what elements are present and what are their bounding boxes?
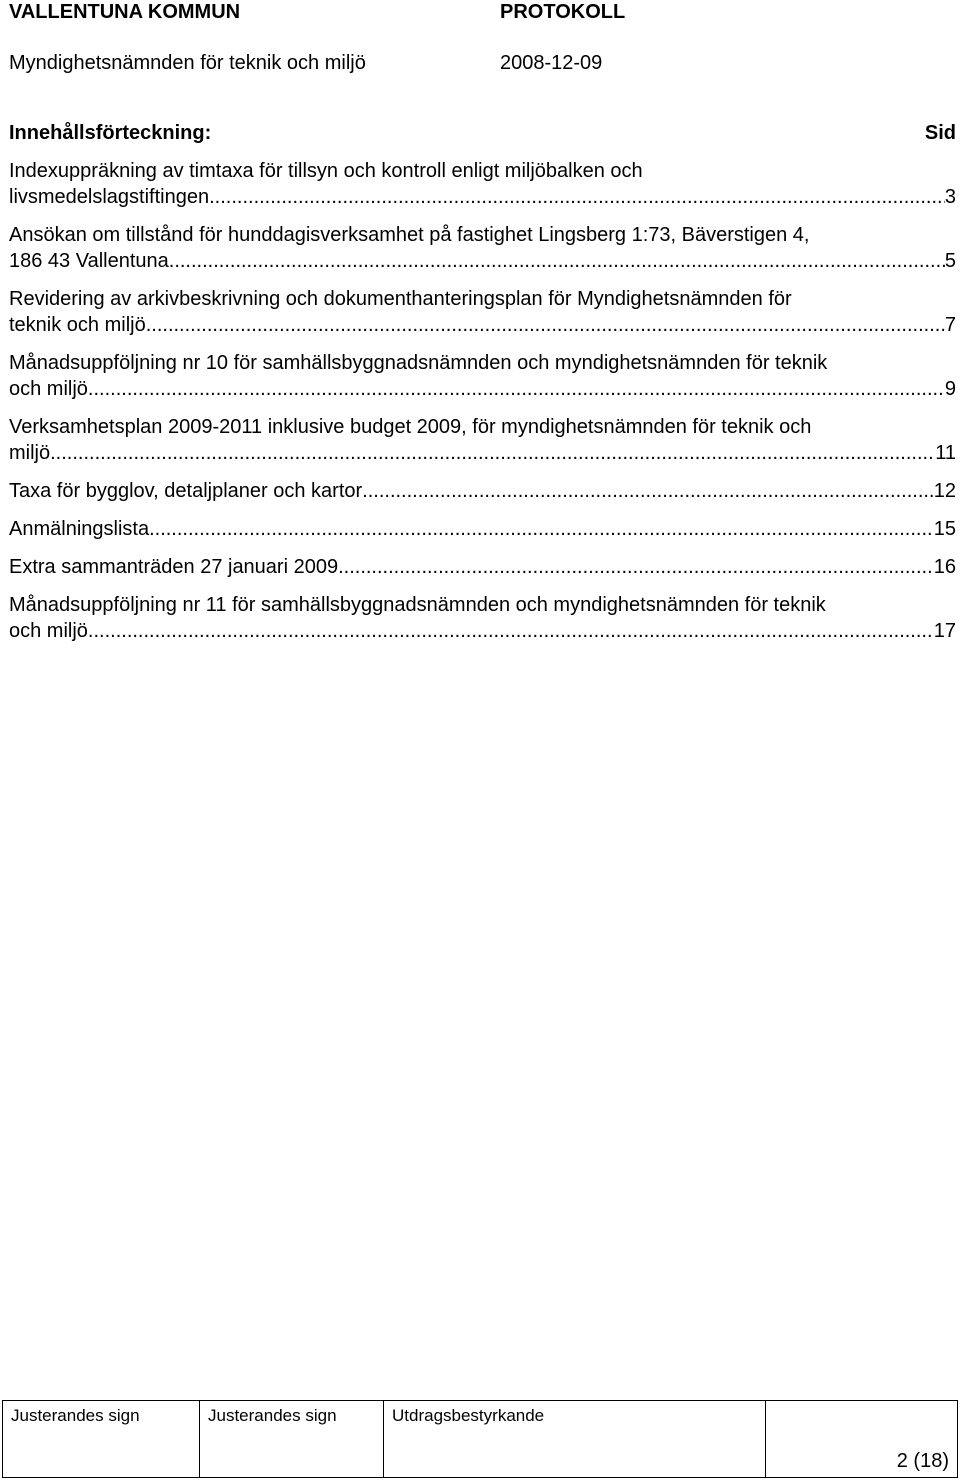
extract-certification-label: Utdragsbestyrkande	[392, 1406, 545, 1425]
signature-label-2: Justerandes sign	[208, 1406, 337, 1425]
toc-title: Innehållsförteckning:	[9, 122, 212, 144]
toc-page-number: 16	[933, 556, 956, 578]
committee-name: Myndighetsnämnden för teknik och miljö	[9, 52, 366, 74]
document-type: PROTOKOLL	[500, 1, 626, 23]
toc-entry-text-end: livsmedelslagstiftingen	[9, 186, 210, 208]
toc-entry-text-end: Anmälningslista	[9, 518, 150, 540]
signature-box-2	[200, 1401, 384, 1477]
toc-entry[interactable]	[9, 516, 956, 542]
toc-entry-text: Månadsuppföljning nr 10 för samhällsbyggnadsnämnden och myndighetsnämnden för teknik	[9, 352, 828, 374]
toc-entry[interactable]	[9, 592, 956, 644]
toc-page-number: 11	[935, 442, 956, 464]
signature-box-1	[3, 1401, 200, 1477]
toc-page-number: 17	[933, 620, 956, 642]
table-of-contents	[9, 158, 956, 656]
meeting-date: 2008-12-09	[500, 52, 603, 74]
toc-entry[interactable]	[9, 286, 956, 338]
toc-entry-text-end: och miljö	[9, 620, 88, 642]
toc-page-number: 3	[944, 186, 956, 208]
toc-entry[interactable]	[9, 158, 956, 210]
toc-entry[interactable]	[9, 222, 956, 274]
page-number: 2 (18)	[896, 1450, 949, 1472]
dot-leader	[50, 440, 935, 466]
toc-entry-text-end: och miljö	[9, 378, 88, 400]
extract-certification-box	[384, 1401, 766, 1477]
toc-entry-text: Revidering av arkivbeskrivning och dokumenthanteringsplan för Myndighetsnämnden för	[9, 288, 792, 310]
dot-leader	[209, 184, 945, 210]
toc-page-number: 12	[933, 480, 956, 502]
toc-entry[interactable]	[9, 554, 956, 580]
signature-footer	[2, 1400, 958, 1478]
toc-page-column-header: Sid	[924, 122, 956, 144]
toc-entry[interactable]	[9, 478, 956, 504]
dot-leader	[338, 554, 934, 580]
dot-leader	[362, 478, 934, 504]
dot-leader	[169, 248, 945, 274]
toc-page-number: 15	[933, 518, 956, 540]
dot-leader	[146, 312, 945, 338]
dot-leader	[88, 376, 945, 402]
toc-page-number: 9	[944, 378, 956, 400]
toc-entry[interactable]	[9, 350, 956, 402]
toc-entry-text: Månadsuppföljning nr 11 för samhällsbyggnadsnämnden och myndighetsnämnden för teknik	[9, 594, 826, 616]
toc-page-number: 7	[944, 314, 956, 336]
page-number-box	[766, 1401, 957, 1477]
toc-entry-text: Indexuppräkning av timtaxa för tillsyn och kontroll enligt miljöbalken och	[9, 160, 643, 182]
dot-leader	[88, 618, 934, 644]
toc-entry-text-end: Extra sammanträden 27 januari 2009	[9, 556, 339, 578]
signature-label-1: Justerandes sign	[11, 1406, 140, 1425]
toc-entry-text-end: teknik och miljö	[9, 314, 146, 336]
toc-entry-text: Verksamhetsplan 2009-2011 inklusive budget 2009, för myndighetsnämnden för teknik och	[9, 416, 812, 438]
dot-leader	[149, 516, 934, 542]
toc-page-number: 5	[944, 250, 956, 272]
toc-entry[interactable]	[9, 414, 956, 466]
organization-name: VALLENTUNA KOMMUN	[9, 1, 241, 23]
toc-entry-text: Ansökan om tillstånd för hunddagisverksamhet på fastighet Lingsberg 1:73, Bäverstigen 4,	[9, 224, 810, 246]
toc-entry-text-end: miljö	[9, 442, 51, 464]
toc-entry-text-end: 186 43 Vallentuna	[9, 250, 169, 272]
toc-entry-text-end: Taxa för bygglov, detaljplaner och kartor	[9, 480, 363, 502]
